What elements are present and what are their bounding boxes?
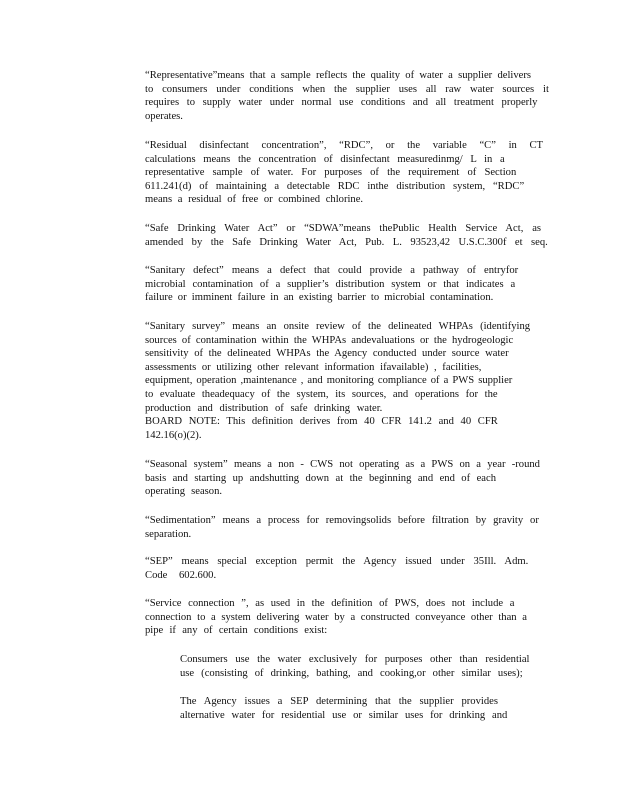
definition-seasonal-system [145, 458, 540, 499]
definition-sep [145, 555, 540, 582]
text-line: “Seasonal system” means a non - CWS not operating as a PWS on a year -round [145, 459, 540, 470]
text-line: 142.16(o)(2). [145, 429, 202, 441]
text-line: “Residual disinfectant concentration”, “RDC”, or the variable “C” in CT [145, 140, 543, 151]
definition-safe-drinking-water-act [145, 222, 548, 249]
definition-sanitary-defect [145, 264, 540, 305]
text-line: microbial contamination of a supplier’s distribution system or that indicates a [145, 278, 516, 290]
text-line: calculations means the concentration of disinfectant measuredinmg/ L in a [145, 153, 505, 165]
text-line: 611.241(d) of maintaining a detectable RDC inthe distribution system, “RDC” [145, 180, 525, 192]
text-line: operating season. [145, 486, 223, 498]
text-line: sensitivity of the delineated WHPAs the Agency conducted under source water [145, 348, 509, 360]
definition-representative [145, 69, 549, 123]
text-line: “Sanitary defect” means a defect that could provide a pathway of entryfor [145, 265, 519, 276]
text-line: The Agency issues a SEP determining that the supplier provides [180, 696, 498, 707]
text-line: sources of contamination within the WHPAs andevaluations or the hydrogeologic [145, 334, 514, 346]
text-line: “SEP” means special exception permit the Agency issued under 35Ill. Adm. [145, 556, 529, 567]
text-line: BOARD NOTE: This definition derives from 40 CFR 141.2 and 40 CFR [145, 416, 498, 428]
definition-sedimentation [145, 514, 540, 541]
condition-agency-issues-sep [180, 695, 508, 722]
condition-consumers-use-water [180, 653, 530, 680]
text-line: representative sample of water. For purposes of the requirement of Section [145, 167, 517, 179]
text-line: Consumers use the water exclusively for purposes other than residential [180, 654, 530, 665]
text-line: use (consisting of drinking, bathing, and cooking,or other similar uses); [180, 667, 523, 679]
text-line: to consumers under conditions when the supplier uses all raw water sources it [145, 83, 549, 95]
text-line: failure or imminent failure in an existing barrier to microbial contamination. [145, 292, 494, 304]
definition-sanitary-survey [145, 320, 540, 442]
text-line: separation. [145, 528, 192, 540]
text-line: “Service connection ”, as used in the definition of PWS, does not include a [145, 598, 515, 609]
text-line: Code 602.600. [145, 569, 217, 581]
definition-service-connection [145, 597, 540, 638]
text-line: requires to supply water under normal use conditions and all treatment properly [145, 97, 538, 109]
text-line: “Sanitary survey” means an onsite review of the delineated WHPAs (identifying [145, 321, 531, 332]
text-line: operates. [145, 110, 183, 122]
text-line: “Sedimentation” means a process for removingsolids before filtration by gravity or [145, 515, 539, 526]
text-line: “Representative”means that a sample reflects the quality of water a supplier delivers [145, 70, 531, 81]
text-line: assessments or utilizing other relevant information ifavailable) , facilities, [145, 361, 482, 373]
text-line: “Safe Drinking Water Act” or “SDWA”means thePublic Health Service Act, as [145, 223, 542, 234]
definition-residual-disinfectant-concentration [145, 139, 543, 207]
text-line: pipe if any of certain conditions exist: [145, 625, 328, 637]
text-line: alternative water for residential use or similar uses for drinking and [180, 709, 508, 721]
text-line: connection to a system delivering water by a constructed conveyance other than a [145, 611, 527, 623]
text-line: amended by the Safe Drinking Water Act, Pub. L. 93523,42 U.S.C.300f et seq. [145, 236, 548, 248]
text-line: basis and starting up andshutting down at the beginning and end of each [145, 472, 496, 484]
text-line: equipment, operation ,maintenance , and monitoring compliance of a PWS supplier [145, 375, 513, 387]
text-line: to evaluate theadequacy of the system, its sources, and operations for the [145, 388, 498, 400]
text-line: production and distribution of safe drinking water. [145, 402, 383, 414]
text-line: means a residual of free or combined chlorine. [145, 194, 364, 206]
